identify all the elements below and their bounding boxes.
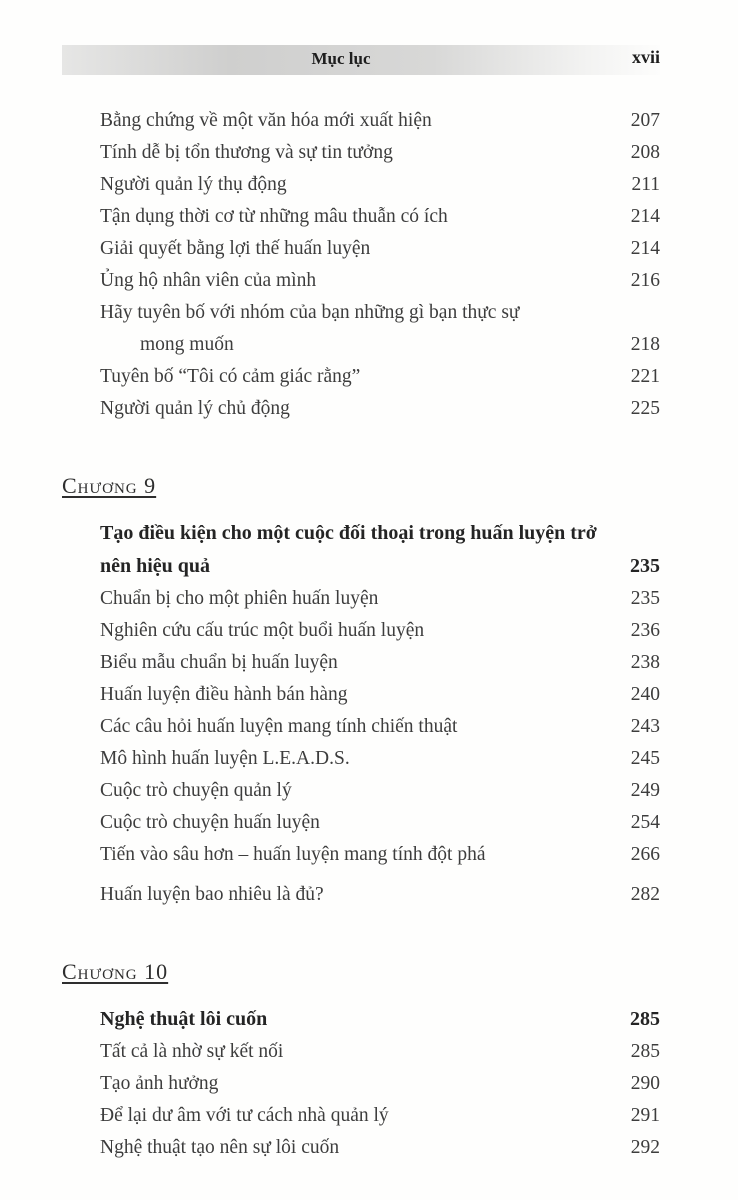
toc-entry-text: Để lại dư âm với tư cách nhà quản lý	[100, 1105, 389, 1126]
toc-entry-text: Chuẩn bị cho một phiên huấn luyện	[100, 588, 379, 609]
toc-entry-page: 216	[630, 270, 660, 291]
toc-entry	[100, 839, 660, 871]
toc-entry-text: Hãy tuyên bố với nhóm của bạn những gì bạn thực sự mong muốn	[100, 302, 520, 355]
toc-entry-text: Nghiên cứu cấu trúc một buổi huấn luyện	[100, 620, 425, 641]
toc-entry	[100, 775, 660, 807]
header-title: Mục lục	[311, 49, 371, 68]
toc-entry-page: 207	[630, 110, 660, 131]
toc-entry-text: Người quản lý thụ động	[100, 174, 287, 195]
toc-entry-page: 249	[630, 780, 660, 801]
running-header	[62, 45, 660, 75]
toc-entry-page: 214	[630, 206, 660, 227]
toc-section	[62, 957, 660, 1164]
toc-entry-text: Cuộc trò chuyện huấn luyện	[100, 812, 320, 833]
toc-entry-text: Huấn luyện bao nhiêu là đủ?	[100, 884, 324, 905]
toc-entry	[100, 265, 660, 297]
toc-entry-page: 236	[630, 620, 660, 641]
toc-entry-page: 235	[630, 588, 660, 609]
toc-entry-page: 208	[630, 142, 660, 163]
chapter-title: Tạo điều kiện cho một cuộc đối thoại trong huấn luyện trở nên hiệu quả	[100, 522, 597, 577]
toc-entry-page: 221	[630, 366, 660, 387]
toc-entry	[100, 297, 660, 361]
toc-entry-text: Huấn luyện điều hành bán hàng	[100, 684, 348, 705]
toc-entry	[100, 169, 660, 201]
toc-entry	[100, 879, 660, 911]
chapter-title-row	[100, 1003, 660, 1036]
toc-entry-text: Cuộc trò chuyện quản lý	[100, 780, 292, 801]
toc-entry-page: 211	[631, 174, 660, 195]
chapter-heading: Chương 10	[62, 959, 169, 984]
toc-entry-page: 282	[630, 884, 660, 905]
toc-entry-text: Tạo ảnh hưởng	[100, 1073, 219, 1094]
toc-entry-text: Giải quyết bằng lợi thế huấn luyện	[100, 238, 371, 259]
toc-entry-text: Tính dễ bị tổn thương và sự tin tưởng	[100, 142, 393, 163]
toc-entry-text: Người quản lý chủ động	[100, 398, 290, 419]
header-page-number: xvii	[631, 47, 660, 67]
toc-entry-text: Ủng hộ nhân viên của mình	[100, 270, 317, 291]
toc-entry-text: Tất cả là nhờ sự kết nối	[100, 1041, 284, 1062]
toc-entry	[100, 615, 660, 647]
toc-entry	[100, 807, 660, 839]
toc-section	[62, 471, 660, 911]
toc-entry-page: 225	[630, 398, 660, 419]
chapter-title-row	[100, 517, 660, 583]
toc-entry-page: 238	[630, 652, 660, 673]
toc-entry	[100, 1132, 660, 1164]
toc-entry	[100, 679, 660, 711]
toc-entry-text: Biểu mẫu chuẩn bị huấn luyện	[100, 652, 338, 673]
toc-entry	[100, 711, 660, 743]
toc-entry-text: Tận dụng thời cơ từ những mâu thuẫn có ích	[100, 206, 448, 227]
toc-entry	[100, 137, 660, 169]
toc-entry	[100, 647, 660, 679]
toc-entry-page: 240	[630, 684, 660, 705]
toc-entry-page: 266	[630, 844, 660, 865]
toc-entry	[100, 1068, 660, 1100]
toc-entry-page: 214	[630, 238, 660, 259]
toc-section	[100, 105, 660, 425]
toc-sections	[62, 105, 660, 1164]
toc-entry-text: Các câu hỏi huấn luyện mang tính chiến thuật	[100, 716, 458, 737]
toc-entry-page: 290	[630, 1073, 660, 1094]
toc-entry-page: 243	[630, 716, 660, 737]
toc-entry-page: 218	[630, 334, 660, 355]
toc-entry	[100, 743, 660, 775]
chapter-title: Nghệ thuật lôi cuốn	[100, 1008, 268, 1030]
toc-entry	[100, 393, 660, 425]
toc-entry-text: Nghệ thuật tạo nên sự lôi cuốn	[100, 1137, 340, 1158]
toc-entry-page: 254	[630, 812, 660, 833]
toc-entry-page: 245	[630, 748, 660, 769]
toc-entry-text: Tiến vào sâu hơn – huấn luyện mang tính đột phá	[100, 844, 486, 865]
chapter-heading: Chương 9	[62, 473, 157, 498]
toc-entry	[100, 583, 660, 615]
toc-entry	[100, 233, 660, 265]
toc-entry-page: 291	[630, 1105, 660, 1126]
chapter-title-page: 285	[630, 1008, 660, 1030]
toc-entry	[100, 201, 660, 233]
chapter-title-page: 235	[630, 555, 660, 577]
toc-entry	[100, 1036, 660, 1068]
toc-entry	[100, 361, 660, 393]
toc-entry-text: Mô hình huấn luyện L.E.A.D.S.	[100, 748, 350, 769]
toc-entry-page: 292	[630, 1137, 660, 1158]
toc-entry-text: Tuyên bố “Tôi có cảm giác rằng”	[100, 366, 361, 387]
toc-entry	[100, 105, 660, 137]
toc-entry	[100, 1100, 660, 1132]
toc-entry-text: Bằng chứng về một văn hóa mới xuất hiện	[100, 110, 432, 131]
toc-entry-page: 285	[630, 1041, 660, 1062]
